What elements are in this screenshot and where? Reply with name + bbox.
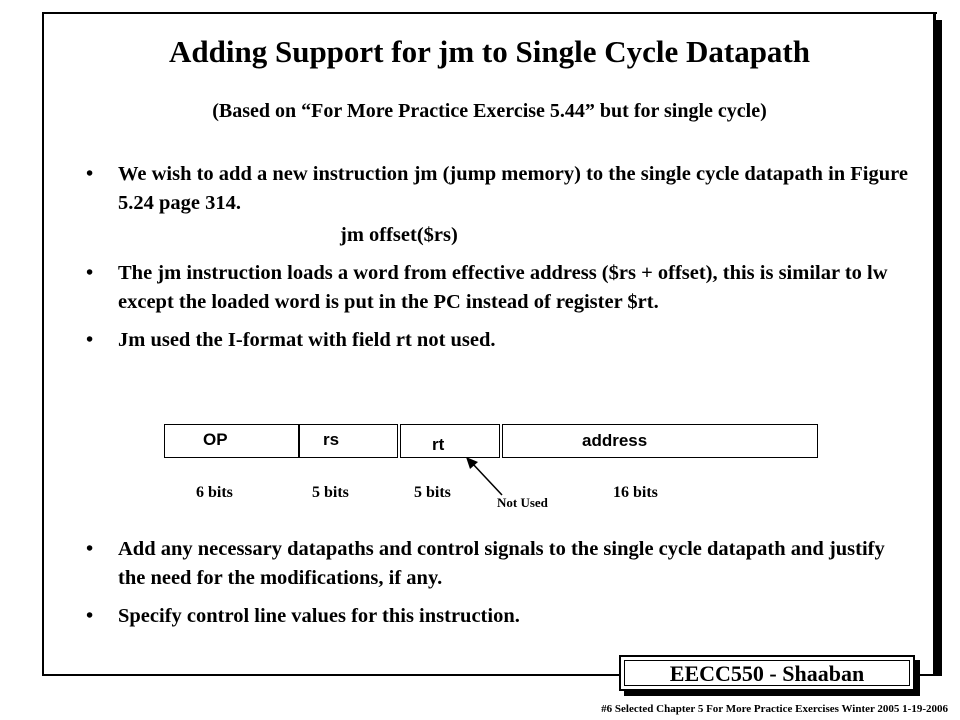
field-rs-label: rs [323, 430, 340, 449]
bits-rs: 5 bits [312, 484, 349, 501]
bullet-item [86, 326, 916, 355]
bullet-list-top [86, 160, 916, 364]
bullet-text: The jm instruction loads a word from effective address ($rs + offset), this is similar to lw except the loaded word is put in the PC instead of register $rt. [118, 262, 888, 313]
bullet-item [86, 259, 916, 317]
footer-badge [619, 655, 915, 691]
bullet-dot: • [86, 163, 94, 185]
bullet-item [86, 602, 916, 631]
bullet-dot: • [86, 329, 94, 351]
bits-op: 6 bits [196, 484, 233, 501]
field-rs [298, 424, 398, 458]
bits-rt: 5 bits [414, 484, 451, 501]
bullet-dot: • [86, 262, 94, 284]
field-op-label: OP [203, 430, 228, 449]
bullet-list-bottom [86, 535, 916, 640]
slide-title: Adding Support for jm to Single Cycle Datapath [168, 34, 810, 69]
bullet-dot: • [86, 605, 94, 627]
field-rt-label: rt [432, 435, 445, 454]
field-address [502, 424, 818, 458]
bits-address: 16 bits [613, 484, 658, 501]
bullet-item [86, 160, 916, 218]
bullet-dot: • [86, 538, 94, 560]
not-used-label: Not Used [497, 495, 548, 510]
not-used-arrow [460, 455, 510, 500]
bullet-text: Specify control line values for this instruction. [118, 605, 520, 627]
bullet-text: We wish to add a new instruction jm (jump memory) to the single cycle datapath in Figure 5.24 page 314. [118, 163, 908, 214]
bullet-item [86, 535, 916, 593]
bullet-text: Add any necessary datapaths and control signals to the single cycle datapath and justify the need for the modifications, if any. [118, 538, 885, 589]
slide-subtitle: (Based on “For More Practice Exercise 5.44” but for single cycle) [212, 100, 767, 122]
footer-note: #6 Selected Chapter 5 For More Practice Exercises Winter 2005 1-19-2006 [601, 703, 948, 715]
field-address-label: address [582, 431, 648, 450]
field-rt [400, 424, 500, 458]
field-op [164, 424, 300, 458]
footer-badge-text: EECC550 - Shaaban [624, 660, 910, 686]
instruction-syntax: jm offset($rs) [340, 224, 458, 246]
bullet-text: Jm used the I-format with field rt not used. [118, 329, 496, 351]
